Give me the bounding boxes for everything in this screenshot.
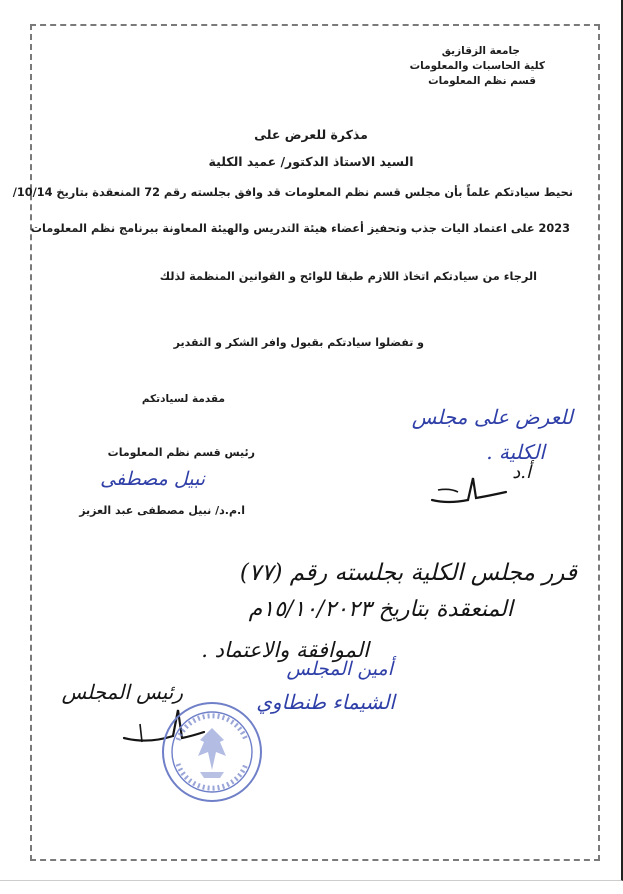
dean-note-line-3: أ.د [512, 462, 531, 483]
signatory-role: رئيس قسم نظم المعلومات [107, 446, 255, 459]
faculty-name: كلية الحاسبات والمعلومات [409, 60, 545, 72]
memo-request: الرجاء من سيادتكم اتخاذ اللازم طبقا للوائح و القوانين المنظمة لذلك [159, 270, 537, 283]
university-name: جامعة الزقازيق [441, 45, 520, 57]
dean-signature-icon [428, 470, 513, 510]
signatory-handwritten-name: نبيل مصطفى [100, 468, 205, 490]
council-chair-title: رئيس المجلس [61, 680, 183, 704]
dean-note-line-1: للعرض على مجلس [411, 405, 573, 429]
memo-title: مذكرة للعرض على [254, 127, 368, 142]
memo-addressee: السيد الاستاذ الدكتور/ عميد الكلية [208, 154, 414, 169]
council-secretary-name: الشيماء طنطاوي [256, 690, 395, 714]
dean-note-line-2: الكلية . [486, 440, 545, 464]
official-seal-icon [160, 700, 264, 804]
council-decision-line-3: الموافقة والاعتماد . [201, 638, 369, 662]
council-decision-line-1: قرر مجلس الكلية بجلسته رقم (٧٧) [239, 560, 577, 586]
memo-line-1: نحيط سيادتكم علماً بأن مجلس قسم نظم المعلومات قد وافق بجلسته رقم 72 المنعقدة بتاريخ 10/14/ [12, 186, 573, 199]
memo-closing: و تفضلوا سيادتكم بقبول وافر الشكر و التقدير [173, 336, 424, 349]
council-secretary-title: أمين المجلس [286, 658, 393, 680]
memo-line-2: 2023 على اعتماد اليات جذب وتحفيز أعضاء هيئة التدريس والهيئة المعاونة ببرنامج نظم المعلومات [30, 222, 570, 235]
department-name: قسم نظم المعلومات [428, 75, 536, 87]
memo-submitted: مقدمة لسيادتكم [141, 393, 225, 405]
signatory-name: ا.م.د/ نبيل مصطفى عبد العزيز [79, 504, 245, 517]
council-decision-line-2: المنعقدة بتاريخ ١٥/١٠/٢٠٢٣م [248, 597, 513, 622]
